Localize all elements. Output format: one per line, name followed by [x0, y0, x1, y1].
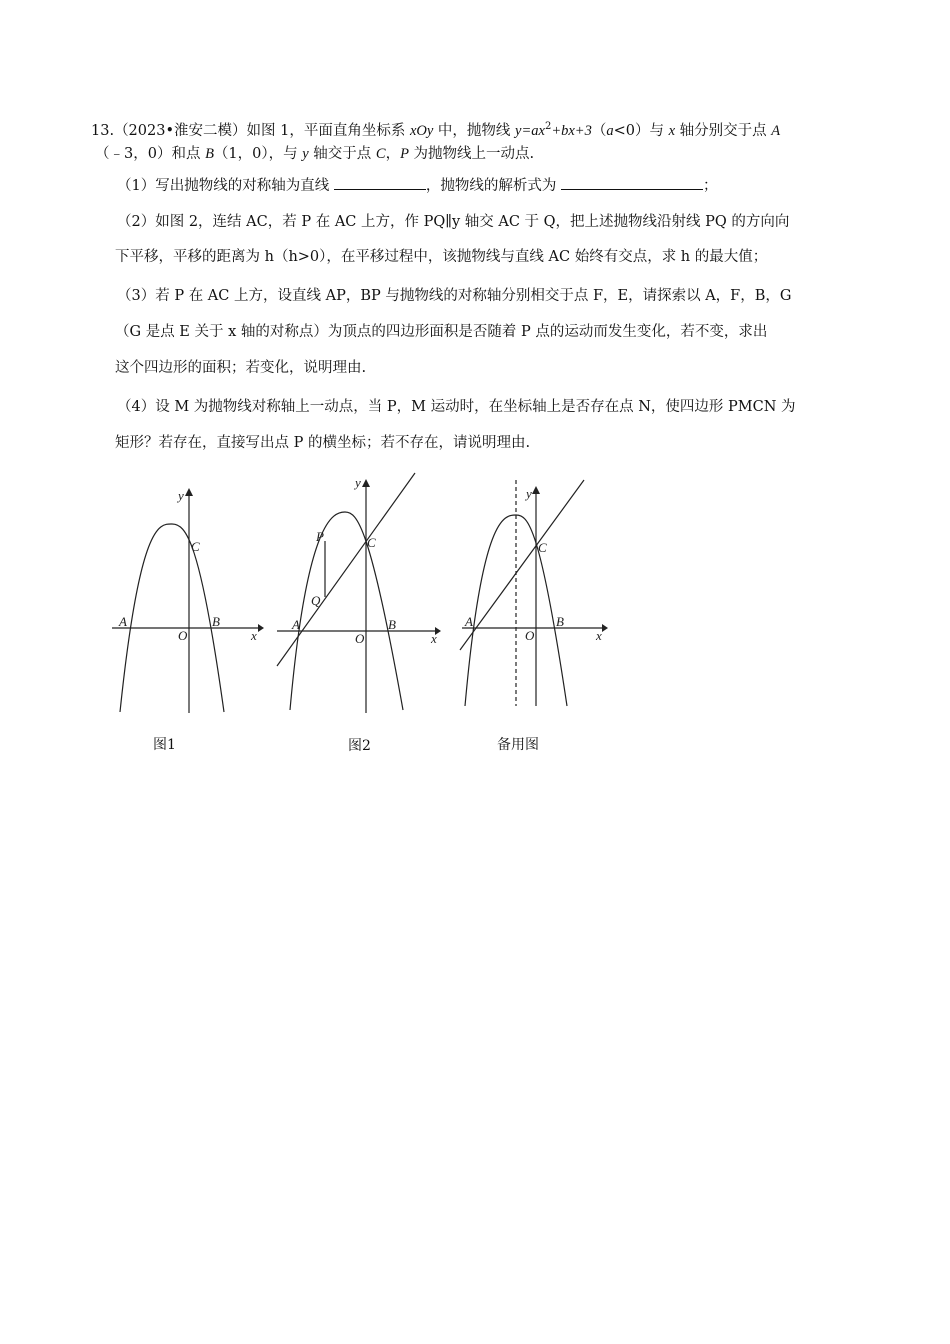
answer-blank-axis[interactable] [334, 175, 426, 190]
figure-2-caption: 图2 [348, 738, 371, 754]
figure-1 [100, 470, 270, 753]
question-2-line-1: （2）如图 2，连结 AC，若 P 在 AC 上方，作 PQ∥y 轴交 AC 于 Q，把上述抛物线沿射线 PQ 的方向向 [117, 214, 790, 230]
svg-text:y: y [178, 488, 184, 503]
question-1: （1）写出抛物线的对称轴为直线 ，抛物线的解析式为 ； [117, 175, 717, 196]
svg-text:A: A [292, 617, 300, 632]
figure-spare [450, 470, 620, 753]
svg-text:x: x [596, 628, 602, 643]
problem-intro-line-2: （﹣3，0）和点 B（1，0），与 y 轴交于点 C，P 为抛物线上一动点. [95, 146, 535, 162]
svg-text:C: C [191, 539, 200, 554]
figure-spare-caption: 备用图 [497, 737, 539, 753]
svg-text:Q: Q [311, 593, 321, 608]
svg-text:x: x [251, 628, 257, 643]
svg-text:A: A [465, 614, 473, 629]
equation: y=ax [515, 122, 545, 139]
svg-text:P: P [316, 529, 324, 544]
svg-text:B: B [212, 614, 220, 629]
svg-text:C: C [367, 535, 376, 550]
question-4-line-2: 矩形？若存在，直接写出点 P 的横坐标；若不存在，请说明理由. [115, 435, 531, 451]
svg-text:O: O [525, 628, 535, 643]
svg-text:O: O [178, 628, 188, 643]
svg-text:y: y [355, 475, 361, 490]
svg-text:C: C [538, 540, 547, 555]
svg-text:O: O [355, 631, 365, 646]
figure-2 [265, 465, 450, 754]
svg-text:B: B [388, 617, 396, 632]
svg-text:x: x [431, 631, 437, 646]
answer-blank-expression[interactable] [561, 175, 703, 190]
question-3-line-1: （3）若 P 在 AC 上方，设直线 AP，BP 与抛物线的对称轴分别相交于点 F，E，请探索以 A，F，B，G [117, 288, 792, 304]
problem-intro-line-1: 13.（2023•淮安二模）如图 1，平面直角坐标系 xOy 中，抛物线 $y=ax^2+bx+3(a<0)$与 x 轴分别交于点 A [91, 121, 781, 139]
figure-spare-graph [450, 470, 620, 730]
problem-number: 13. [91, 122, 115, 139]
svg-text:y: y [526, 486, 532, 501]
svg-text:A: A [119, 614, 127, 629]
figure-1-caption: 图1 [153, 737, 176, 753]
question-3-line-3: 这个四边形的面积；若变化，说明理由. [115, 360, 367, 376]
figure-1-graph [100, 470, 270, 730]
question-3-line-2: （G 是点 E 关于 x 轴的对称点）为顶点的四边形面积是否随着 P 点的运动而发生变化，若不变，求出 [115, 324, 768, 340]
svg-text:B: B [556, 614, 564, 629]
question-4-line-1: （4）设 M 为抛物线对称轴上一动点，当 P，M 运动时，在坐标轴上是否存在点 N，使四边形 PMCN 为 [117, 399, 796, 415]
figure-2-graph [265, 465, 450, 725]
problem-source: （2023•淮安二模） [114, 122, 247, 139]
question-2-line-2: 下平移，平移的距离为 h（h>0），在平移过程中，该抛物线与直线 AC 始终有交点，求 h 的最大值； [115, 249, 768, 265]
